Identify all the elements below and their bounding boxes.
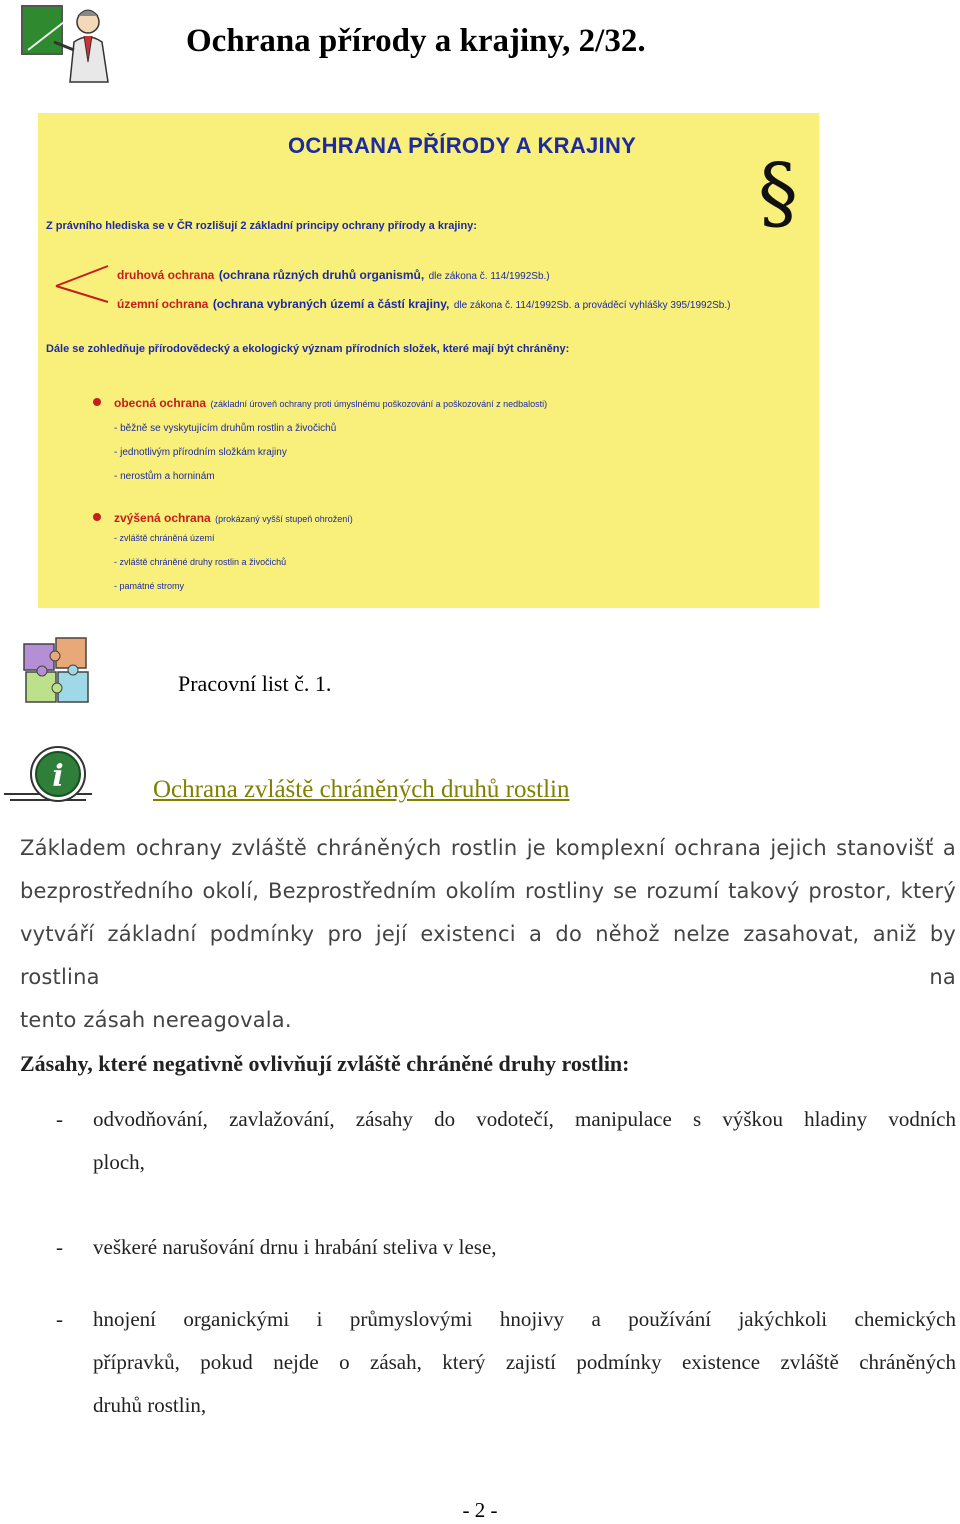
paragraph-line: vytváří základní podmínky pro její existenci a do něhož nelze zasahovat, aniž by rostlina na (20, 922, 956, 989)
list-item-line: hnojení organickými i průmyslovými hnojivy a používání jakýchkoli chemických (93, 1307, 956, 1331)
bullet-icon (93, 398, 101, 406)
slide-intro: Z právního hlediska se v ČR rozlišují 2 základní principy ochrany přírody a krajiny: (46, 220, 477, 232)
list-heading: Zásahy, které negativně ovlivňují zvláště chráněné druhy rostlin: (20, 1051, 630, 1076)
general-item: - nerostům a horninám (114, 471, 215, 482)
increased-item: - zvláště chráněná území (114, 533, 215, 543)
info-icon (2, 744, 94, 812)
paragraph-line: tento zásah nereagovala. (20, 1008, 292, 1032)
general-item: - jednotlivým přírodním složkám krajiny (114, 447, 287, 458)
slide-significance: Dále se zohledňuje přírodovědecký a ekologický význam přírodních složek, které mají být chráněny: (46, 343, 570, 355)
list-item-line: veškeré narušování drnu i hrabání steliva v lese, (93, 1235, 497, 1259)
list-item-line: ploch, (93, 1150, 145, 1174)
list-item-line: odvodňování, zavlažování, zásahy do vodotečí, manipulace s výškou hladiny vodních (93, 1107, 956, 1131)
bracket-arrow-icon (52, 258, 112, 308)
paragraph-line: Základem ochrany zvláště chráněných rostlin je komplexní ochrana jejich stanovišť a (20, 836, 956, 860)
paragraph-line: bezprostředního okolí, Bezprostředním okolím rostliny se rozumí takový prostor, který (20, 879, 956, 903)
principle-species: druhová ochrana (ochrana různých druhů organismů, dle zákona č. 114/1992Sb.) (117, 268, 550, 282)
paragraph-sign-symbol: § (758, 146, 798, 239)
worksheet-label: Pracovní list č. 1. (178, 671, 332, 696)
principle-territorial: územní ochrana (ochrana vybraných území a částí krajiny, dle zákona č. 114/1992Sb. a prováděcí vyhlášky 395/1992Sb.) (117, 297, 731, 311)
increased-item: - památné stromy (114, 581, 185, 591)
section-title: Ochrana zvláště chráněných druhů rostlin (153, 776, 570, 803)
bullet-icon (93, 513, 101, 521)
svg-text:i: i (52, 759, 64, 794)
list-item-line: přípravků, pokud nejde o zásah, který zajistí podmínky existence zvláště chráněných (93, 1350, 956, 1374)
body-paragraph (20, 827, 956, 1042)
teacher-pointer-icon (18, 2, 114, 84)
increased-protection: zvýšená ochrana (prokázaný vyšší stupeň ohrožení) (114, 511, 353, 525)
general-item: - běžně se vyskytujícím druhům rostlin a živočichů (114, 423, 337, 434)
page-title: Ochrana přírody a krajiny, 2/32. (186, 23, 646, 59)
increased-item: - zvláště chráněné druhy rostlin a živočichů (114, 557, 287, 567)
slide-title: OCHRANA PŘÍRODY A KRAJINY (288, 133, 637, 158)
slide-image (38, 113, 819, 608)
page-number: - 2 - (462, 1498, 498, 1522)
list-item-line: druhů rostlin, (93, 1393, 207, 1417)
puzzle-icon (20, 634, 94, 708)
general-protection: obecná ochrana (základní úroveň ochrany proti úmyslnému poškozování a poškozování z nedbalosti) (114, 396, 548, 410)
